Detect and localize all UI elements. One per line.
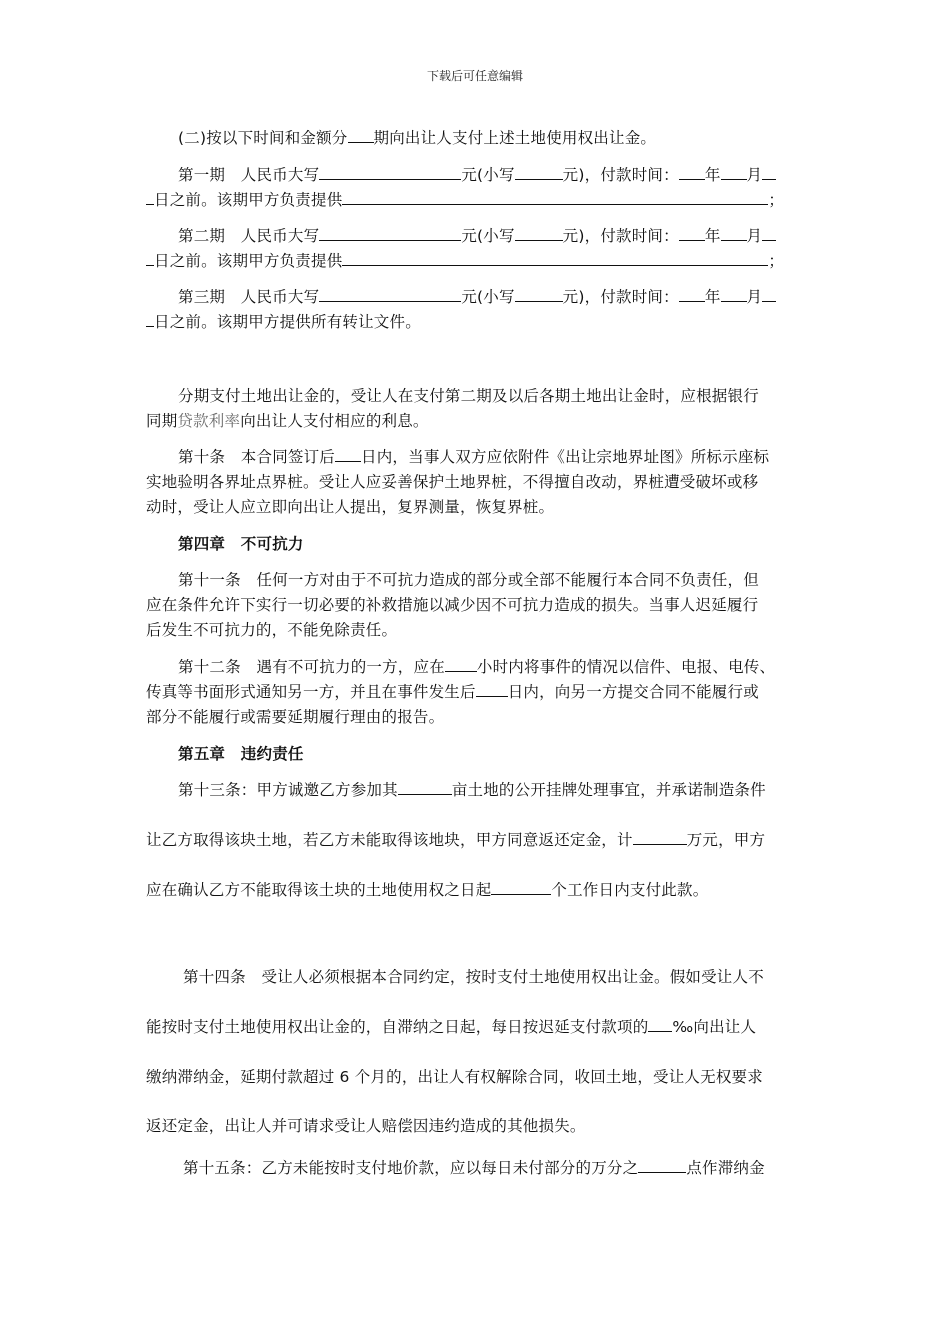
- article-13-line-3: [146, 879, 708, 901]
- installment-1-line-1: [178, 164, 776, 186]
- blank: [762, 164, 776, 180]
- article-11-line-2: 应在条件允许下实行一切必要的补救措施以减少因不可抗力造成的损失。当事人迟延履行: [146, 596, 759, 614]
- blank: [638, 1157, 686, 1173]
- text-segment: 日内，当事人双方应依附件《出让宗地界址图》所标示座标: [361, 448, 770, 466]
- blank: [515, 225, 563, 241]
- blank: [445, 656, 477, 672]
- blank: [648, 1016, 672, 1032]
- text-segment: (二)按以下时间和金额分: [178, 129, 348, 147]
- text-segment: 日之前。该期甲方提供所有转让文件。: [154, 313, 421, 331]
- blank: [633, 829, 687, 845]
- article-10-line-2: 实地验明各界址点界桩。受让人应妥善保护土地界桩，不得擅自改动，界桩遭受破坏或移: [146, 473, 759, 491]
- blank: [348, 127, 374, 143]
- article-10-line-1: [178, 446, 769, 468]
- text-segment: 元)，付款时间：: [562, 166, 679, 184]
- text-segment: 应在确认乙方不能取得该土块的土地使用权之日起: [146, 881, 492, 899]
- text-segment: 点作滞纳金: [686, 1159, 765, 1177]
- text-segment: 日之前。该期甲方负责提供: [154, 252, 343, 270]
- article-13-line-1: [178, 779, 766, 801]
- loan-rate-link[interactable]: 贷款利率: [177, 412, 241, 430]
- text-segment: 元(小写: [461, 227, 515, 245]
- blank: [476, 681, 508, 697]
- text-segment: 元)，付款时间：: [562, 227, 679, 245]
- text-segment: 年: [704, 288, 721, 306]
- article-14-line-3: 缴纳滞纳金，延期付款超过 6 个月的，出让人有权解除合同，收回土地，受让人无权要求: [146, 1068, 763, 1086]
- text-segment: 第一期 人民币大写: [178, 166, 320, 184]
- blank: [515, 164, 563, 180]
- text-segment: 第十条 本合同签订后: [178, 448, 336, 466]
- chapter-4-heading: 第四章 不可抗力: [178, 535, 304, 553]
- text-segment: 第三期 人民币大写: [178, 288, 320, 306]
- blank: [319, 286, 461, 302]
- text-segment: 日之前。该期甲方负责提供: [154, 191, 343, 209]
- blank: [146, 189, 154, 205]
- text-segment: 月: [746, 288, 763, 306]
- text-segment: 年: [704, 227, 721, 245]
- payment-terms-line: [178, 127, 656, 149]
- blank: [721, 164, 747, 180]
- article-14-line-4: 返还定金，出让人并可请求受让人赔偿因违约造成的其他损失。: [146, 1117, 586, 1135]
- text-segment: 年: [704, 166, 721, 184]
- text-segment: 元(小写: [461, 288, 515, 306]
- text-segment: ‰向出让人: [672, 1018, 757, 1036]
- article-14-line-1: 第十四条 受让人必须根据本合同约定，按时支付土地使用权出让金。假如受让人不: [183, 968, 764, 986]
- blank: [146, 250, 154, 266]
- blank: [515, 286, 563, 302]
- text-segment: 向出让人支付相应的利息。: [240, 412, 429, 430]
- installment-2-line-1: [178, 225, 776, 247]
- interest-line-1: 分期支付土地出让金的，受让人在支付第二期及以后各期土地出让金时，应根据银行: [178, 387, 759, 405]
- text-segment: 亩土地的公开挂牌处理事宜，并承诺制造条件: [451, 781, 766, 799]
- text-segment: ；: [768, 252, 785, 270]
- blank: [762, 286, 776, 302]
- text-segment: 能按时支付土地使用权出让金的，自滞纳之日起，每日按迟延支付款项的: [146, 1018, 649, 1036]
- text-segment: 第十三条：甲方诚邀乙方参加其: [178, 781, 398, 799]
- article-14-line-2: [146, 1016, 756, 1038]
- interest-line-2: [146, 410, 429, 432]
- text-segment: 月: [746, 227, 763, 245]
- blank: [319, 164, 461, 180]
- blank: [342, 250, 768, 266]
- blank: [491, 879, 551, 895]
- blank: [398, 779, 452, 795]
- text-segment: 元)，付款时间：: [562, 288, 679, 306]
- blank: [319, 225, 461, 241]
- installment-3-line-2: [146, 311, 421, 333]
- page-header: 下载后可任意编辑: [426, 69, 523, 83]
- article-15-line-1: [183, 1157, 765, 1179]
- text-segment: 期向出让人支付上述土地使用权出让金。: [373, 129, 657, 147]
- article-13-line-2: [146, 829, 765, 851]
- text-segment: 元(小写: [461, 166, 515, 184]
- text-segment: 个工作日内支付此款。: [551, 881, 709, 899]
- text-segment: 第十二条 遇有不可抗力的一方，应在: [178, 658, 445, 676]
- article-10-line-3: 动时，受让人应立即向出让人提出，复界测量，恢复界桩。: [146, 498, 555, 516]
- text-segment: 日内，向另一方提交合同不能履行或: [507, 683, 759, 701]
- article-12-line-2: [146, 681, 759, 703]
- installment-3-line-1: [178, 286, 776, 308]
- text-segment: 月: [746, 166, 763, 184]
- blank: [679, 225, 705, 241]
- blank: [335, 446, 361, 462]
- text-segment: 小时内将事件的情况以信件、电报、电传、: [476, 658, 776, 676]
- blank: [342, 189, 768, 205]
- blank: [146, 311, 154, 327]
- text-segment: 传真等书面形式通知另一方，并且在事件发生后: [146, 683, 476, 701]
- chapter-5-heading: 第五章 违约责任: [178, 745, 304, 763]
- article-12-line-1: [178, 656, 775, 678]
- text-segment: 万元，甲方: [686, 831, 766, 849]
- blank: [679, 286, 705, 302]
- text-segment: 第十五条：乙方未能按时支付地价款，应以每日未付部分的万分之: [183, 1159, 639, 1177]
- blank: [721, 286, 747, 302]
- installment-1-line-2: [146, 189, 784, 211]
- installment-2-line-2: [146, 250, 784, 272]
- article-11-line-3: 后发生不可抗力的，不能免除责任。: [146, 621, 398, 639]
- text-segment: 同期: [146, 412, 178, 430]
- text-segment: ；: [768, 191, 785, 209]
- article-11-line-1: 第十一条 任何一方对由于不可抗力造成的部分或全部不能履行本合同不负责任，但: [178, 571, 759, 589]
- blank: [721, 225, 747, 241]
- text-segment: 让乙方取得该块土地，若乙方未能取得该地块，甲方同意返还定金，计: [146, 831, 633, 849]
- article-12-line-3: 部分不能履行或需要延期履行理由的报告。: [146, 708, 445, 726]
- blank: [679, 164, 705, 180]
- blank: [762, 225, 776, 241]
- text-segment: 第二期 人民币大写: [178, 227, 320, 245]
